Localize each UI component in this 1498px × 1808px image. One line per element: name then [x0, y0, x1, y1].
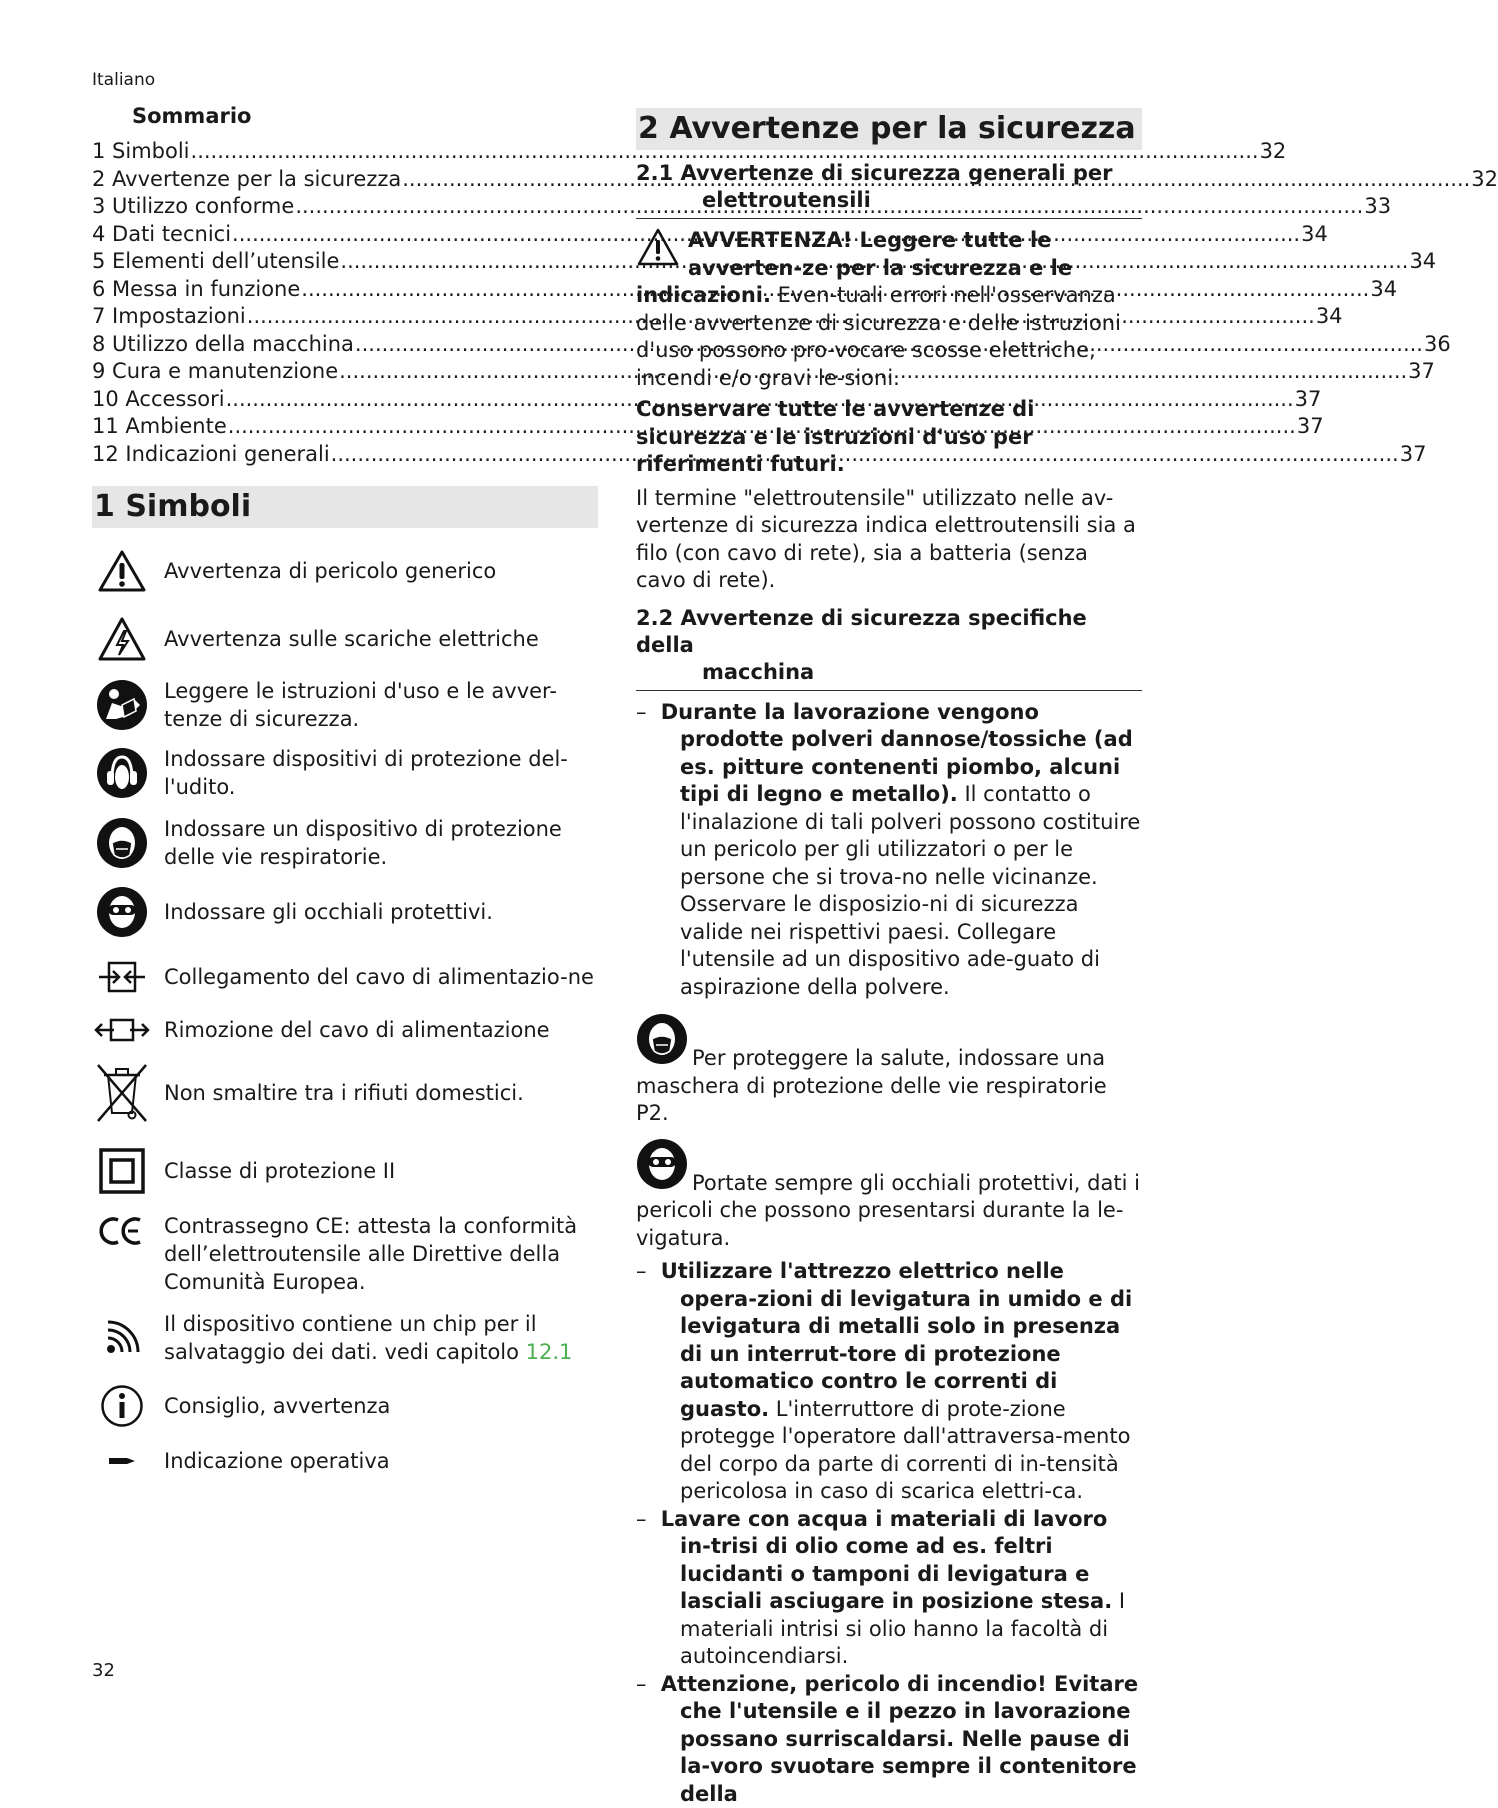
term-definition-text: Il termine "elettroutensile" utilizzato nelle av-vertenze di sicurezza indica elettroutensili sia a filo (con cavo di rete), sia a batteria (senza cavo di rete). — [636, 485, 1142, 595]
symbol-text: Avvertenza di pericolo generico — [164, 557, 496, 585]
eye-protection-icon — [636, 1138, 688, 1198]
list-item — [92, 540, 598, 602]
mask-notice: Per proteggere la salute, indossare una maschera di protezione delle vie respiratorie P2. — [636, 1013, 1142, 1128]
toc-entry-label: 8 Utilizzo della macchina — [92, 331, 354, 359]
toc-entry-label: 3 Utilizzo conforme — [92, 193, 294, 221]
plug-disconnect-icon — [92, 1017, 152, 1043]
section-number: 2.2 — [636, 606, 673, 630]
toc-entry[interactable] — [92, 276, 574, 304]
read-manual-icon — [92, 679, 152, 731]
symbol-text: Leggere le istruzioni d'uso e le avver-tenze di sicurezza. — [164, 677, 598, 733]
symbol-text: Rimozione del cavo di alimentazione — [164, 1016, 550, 1044]
toc-entry-page: 34 — [1409, 248, 1436, 276]
respiratory-protection-icon — [92, 817, 152, 869]
section-2-2-heading — [636, 605, 1142, 691]
symbol-text: Il dispositivo contiene un chip per il salvataggio dei dati. vedi capitolo 12.1 — [164, 1310, 598, 1366]
toc-entry[interactable] — [92, 248, 574, 276]
symbol-text: Indossare un dispositivo di protezione delle vie respiratorie. — [164, 815, 598, 871]
general-warning-icon — [92, 549, 152, 593]
instruction-arrow-icon — [92, 1454, 152, 1468]
toc-entry-page: 34 — [1301, 221, 1328, 249]
list-item — [92, 810, 598, 876]
section-title-continued: macchina — [636, 659, 1142, 686]
language-label: Italiano — [92, 70, 155, 90]
list-item — [92, 946, 598, 1008]
toc-entry-page: 34 — [1370, 276, 1397, 304]
warning-bold-text: AVVERTENZA! Leggere tutte le avverten-ze per la sicurezza e le indicazioni. — [636, 228, 1072, 307]
section-2-1-heading — [636, 160, 1142, 219]
toc-entry-label: 2 Avvertenze per la sicurezza — [92, 166, 401, 194]
list-item: – Lavare con acqua i materiali di lavoro in-trisi di olio come ad es. feltri lucidanti o tamponi di levigatura e lasciali asciugare in posizione stesa. I materiali intrisi si olio hanno la facoltà di autoincendiarsi. — [636, 1506, 1142, 1671]
list-item — [92, 1378, 598, 1434]
right-column — [636, 108, 1142, 1808]
toc-entry-page: 32 — [1260, 138, 1287, 166]
toc-entry-label: 10 Accessori — [92, 386, 225, 414]
goggles-notice: Portate sempre gli occhiali protettivi, dati i pericoli che possono presentarsi durante la le-vigatura. — [636, 1138, 1142, 1253]
toc-entry-page: 32 — [1471, 166, 1498, 194]
toc-entry-label: 11 Ambiente — [92, 413, 227, 441]
list-item — [92, 740, 598, 806]
section-2-heading: 2 Avvertenze per la sicurezza — [636, 108, 1142, 150]
toc-entry-page: 37 — [1408, 358, 1435, 386]
toc-title: Sommario — [132, 104, 598, 128]
crossed-bin-icon — [92, 1061, 152, 1125]
symbol-text: Collegamento del cavo di alimentazio-ne — [164, 963, 594, 991]
hearing-protection-icon — [92, 747, 152, 799]
ce-mark-icon — [92, 1212, 152, 1246]
toc-entry[interactable] — [92, 358, 574, 386]
table-of-contents — [92, 138, 598, 468]
symbol-text: Avvertenza sulle scariche elettriche — [164, 625, 539, 653]
toc-entry[interactable] — [92, 386, 574, 414]
toc-entry-page: 37 — [1297, 413, 1324, 441]
symbol-text: Contrassegno CE: attesta la conformità dell’elettroutensile alle Direttive della Comunità Europea. — [164, 1212, 598, 1296]
symbol-text: Indossare gli occhiali protettivi. — [164, 898, 493, 926]
chapter-link[interactable]: 12.1 — [526, 1340, 573, 1364]
section-1-heading: 1 Simboli — [92, 486, 598, 528]
toc-entry-label: 9 Cura e manutenzione — [92, 358, 338, 386]
warning-text: Even-tuali errori nell'osservanza delle avvertenze di sicurezza e delle istruzioni d'uso possono pro-vocare scosse elettriche, incendi e/o gravi le-sioni. — [636, 283, 1121, 390]
list-item — [92, 1436, 598, 1486]
general-warning-icon — [636, 227, 680, 275]
toc-entry-page: 37 — [1400, 441, 1427, 469]
toc-entry[interactable] — [92, 138, 574, 166]
toc-entry-page: 37 — [1295, 386, 1322, 414]
toc-entry[interactable] — [92, 193, 574, 221]
toc-entry[interactable] — [92, 331, 574, 359]
list-item: – Attenzione, pericolo di incendio! Evitare che l'utensile e il pezzo in lavorazione possano surriscaldarsi. Nelle pause di la-voro svuotare sempre il contenitore della — [636, 1671, 1142, 1808]
section-title: Avvertenze di sicurezza specifiche della — [636, 606, 1087, 657]
section-title: Avvertenze di sicurezza generali per — [681, 161, 1113, 185]
list-item — [92, 1010, 598, 1050]
keep-instructions-text: Conservare tutte le avvertenze di sicurezza e le istruzioni d'uso per riferimenti futuri. — [636, 396, 1142, 479]
page-number: 32 — [92, 1660, 115, 1681]
toc-entry-label: 6 Messa in funzione — [92, 276, 300, 304]
toc-entry-label: 1 Simboli — [92, 138, 190, 166]
list-item — [92, 608, 598, 670]
symbol-list — [92, 540, 598, 1486]
toc-entry-page: 34 — [1316, 303, 1343, 331]
list-item — [92, 1308, 598, 1368]
toc-entry-label: 5 Elementi dell’utensile — [92, 248, 339, 276]
section-number: 2.1 — [636, 161, 673, 185]
list-item — [92, 882, 598, 942]
list-item — [92, 1140, 598, 1202]
protection-class-ii-icon — [92, 1147, 152, 1195]
toc-entry-page: 33 — [1364, 193, 1391, 221]
toc-entry-label: 12 Indicazioni generali — [92, 441, 330, 469]
symbol-text: Classe di protezione II — [164, 1157, 395, 1185]
rfid-chip-icon — [92, 1320, 152, 1356]
toc-entry-label: 7 Impostazioni — [92, 303, 246, 331]
list-item: – Utilizzare l'attrezzo elettrico nelle opera-zioni di levigatura in umido e di levigatura di metalli solo in presenza di un interrut-tore di protezione automatico contro le correnti di guasto. L'interruttore di prote-zione protegge l'operatore dall'attraversa-mento del corpo da parte di correnti di in-tensità pericolosa in caso di scarica elettri-ca. — [636, 1258, 1142, 1506]
left-column — [92, 104, 598, 1486]
toc-entry[interactable] — [92, 303, 574, 331]
toc-entry-page: 36 — [1424, 331, 1451, 359]
eye-protection-icon — [92, 886, 152, 938]
toc-entry[interactable] — [92, 413, 574, 441]
toc-entry[interactable] — [92, 221, 574, 249]
symbol-text: Non smaltire tra i rifiuti domestici. — [164, 1079, 524, 1107]
list-item: – Durante la lavorazione vengono prodotte polveri dannose/tossiche (ad es. pitture contenenti piombo, alcuni tipi di legno e metallo). Il contatto o l'inalazione di tali polveri possono costituire un pericolo per gli utilizzatori o per le persone che si trova-no nelle vicinanze. Osservare le disposizio-ni di sicurezza valide nei rispettivi paesi. Collegare l'utensile ad un dispositivo ade-guato di aspirazione della polvere. — [636, 699, 1142, 1002]
respiratory-protection-icon — [636, 1013, 688, 1073]
info-icon — [92, 1384, 152, 1428]
toc-entry[interactable] — [92, 441, 574, 469]
symbol-text: Consiglio, avvertenza — [164, 1392, 390, 1420]
symbol-text: Indicazione operativa — [164, 1447, 390, 1475]
warning-block — [636, 227, 1142, 392]
section-title-continued: elettroutensili — [636, 187, 1142, 214]
toc-entry[interactable] — [92, 166, 574, 194]
symbol-text: Indossare dispositivi di protezione del-l'udito. — [164, 745, 598, 801]
list-item — [92, 672, 598, 738]
toc-entry-label: 4 Dati tecnici — [92, 221, 231, 249]
list-item — [92, 1058, 598, 1128]
list-item — [92, 1212, 598, 1298]
plug-connect-icon — [92, 957, 152, 997]
electric-shock-warning-icon — [92, 616, 152, 662]
